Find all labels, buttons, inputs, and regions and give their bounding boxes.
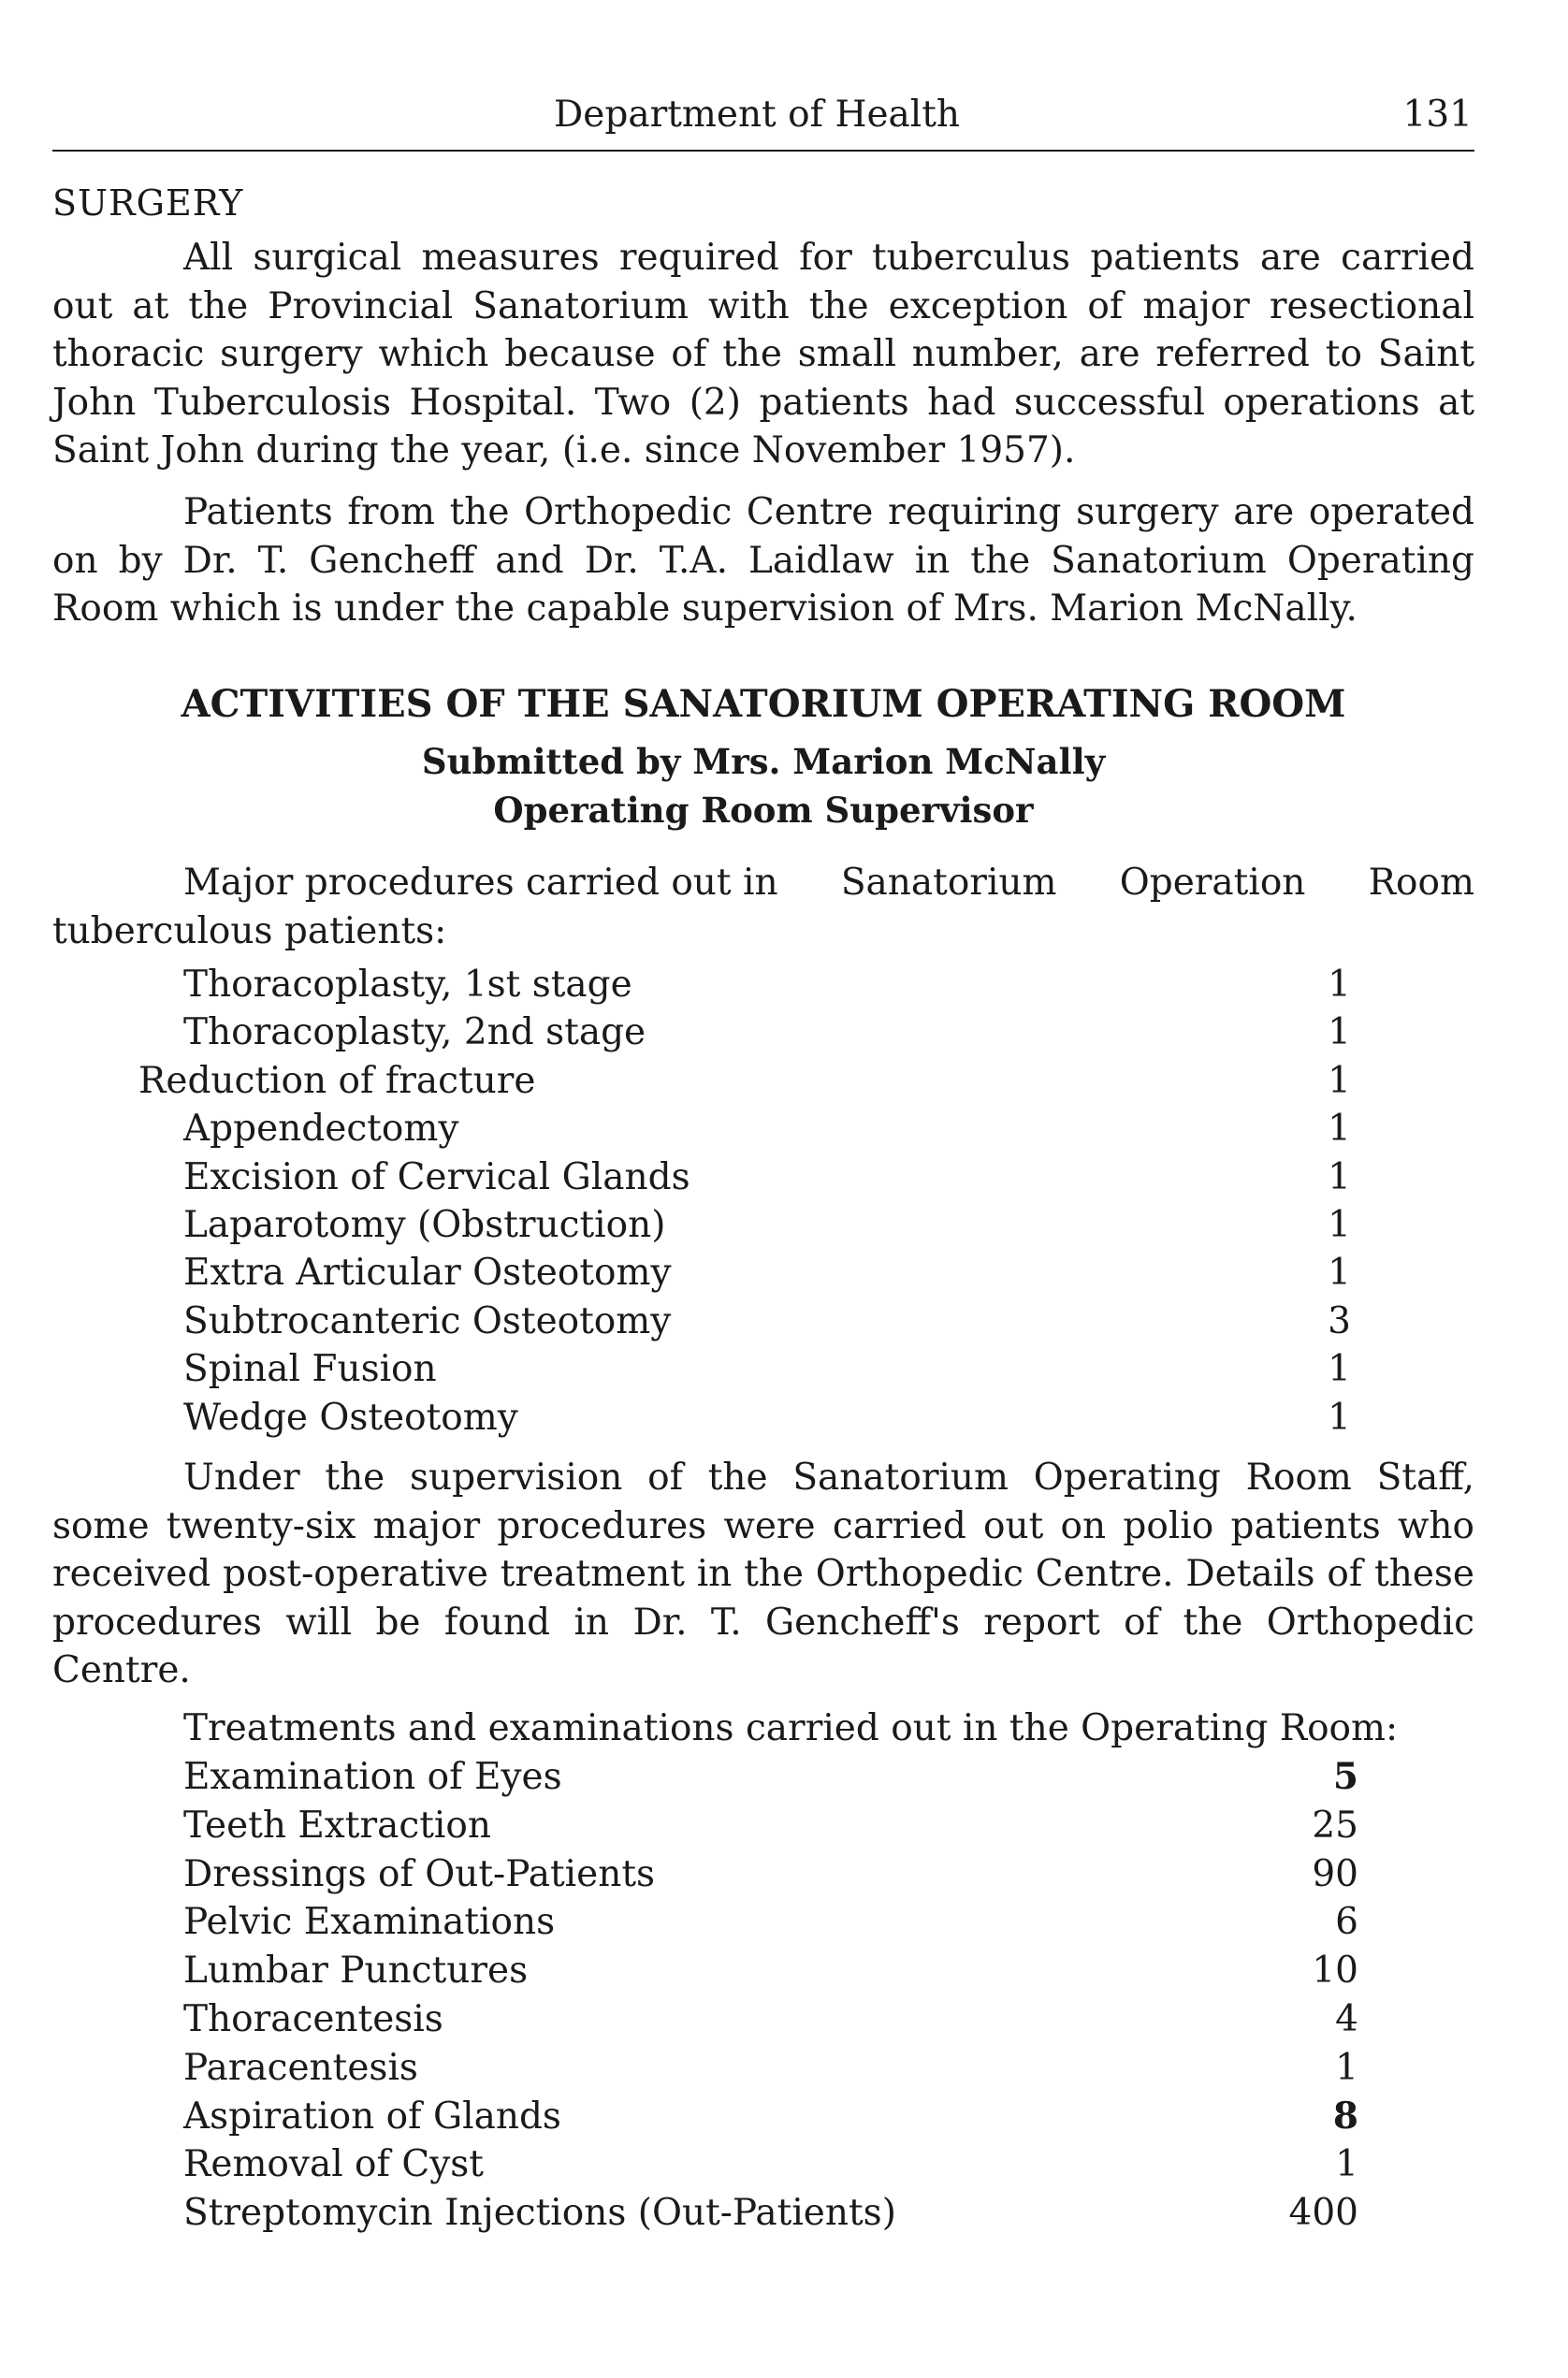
procedure-name: Thoracoplasty, 1st stage	[183, 964, 632, 1006]
list-item	[0, 1008, 1568, 1056]
list-item	[0, 961, 1568, 1008]
procedure-name: Thoracoplasty, 2nd stage	[183, 1011, 646, 1054]
list-item	[0, 1995, 1568, 2044]
list-item	[0, 1947, 1568, 1995]
procedure-name: Appendectomy	[183, 1108, 459, 1151]
treatment-name: Dressings of Out-Patients	[183, 1852, 656, 1895]
procedure-count: 1	[1328, 964, 1351, 1006]
running-head	[52, 92, 1495, 144]
intro-word: Operation	[1119, 862, 1306, 904]
intro-word: Room	[1368, 862, 1474, 904]
treatment-count: 6	[1335, 1901, 1358, 1944]
list-item	[0, 2189, 1568, 2238]
procedure-count: 1	[1328, 1396, 1351, 1439]
intro-word: Major procedures carried out in	[183, 862, 778, 904]
procedure-count: 1	[1328, 1011, 1351, 1054]
section-heading-surgery: SURGERY	[52, 182, 244, 224]
treatment-count: 5	[1332, 1755, 1358, 1798]
list-item	[0, 1394, 1568, 1442]
procedures-list	[0, 961, 1568, 1442]
treatment-name: Paracentesis	[183, 2046, 418, 2089]
list-item	[0, 1753, 1568, 1802]
treatment-count: 25	[1312, 1804, 1358, 1847]
surgery-paragraph-1: All surgical measures required for tuberculus patients are carried out at the Provincial Sanatorium with the exception of major resectional thoracic surgery which because of the small number, are referred to Saint John Tuberculosis Hospital. Two (2) patients had successful operations at Saint John during the year, (i.e. since November 1957).	[52, 237, 1474, 471]
running-title: Department of Health	[554, 94, 961, 136]
treatments-intro: Treatments and examinations carried out in the Operating Room:	[183, 1707, 1399, 1749]
treatment-count: 90	[1312, 1852, 1358, 1895]
page-number: 131	[1402, 94, 1473, 136]
intro-word: Sanatorium	[840, 862, 1057, 904]
list-item	[0, 1298, 1568, 1345]
procedure-count: 1	[1328, 1108, 1351, 1151]
treatment-count: 1	[1335, 2143, 1358, 2186]
list-item	[0, 1898, 1568, 1947]
treatment-name: Removal of Cyst	[183, 2143, 484, 2186]
treatment-name: Examination of Eyes	[183, 1756, 562, 1798]
procedure-count: 1	[1328, 1155, 1351, 1198]
treatment-count: 1	[1335, 2046, 1358, 2089]
surgery-paragraph-2: Patients from the Orthopedic Centre requiring surgery are operated on by Dr. T. Gencheff and Dr. T.A. Laidlaw in the Sanatorium Operating Room which is under the capable supervision of Mrs. Marion McNally.	[52, 491, 1474, 630]
procedure-count: 1	[1328, 1203, 1351, 1246]
procedure-name: Extra Articular Osteotomy	[183, 1252, 672, 1295]
procedure-name: Laparotomy (Obstruction)	[183, 1203, 666, 1246]
list-item	[0, 2140, 1568, 2189]
treatment-count: 10	[1312, 1950, 1358, 1993]
submitted-by: Submitted by Mrs. Marion McNally	[421, 741, 1106, 782]
treatment-name: Aspiration of Glands	[183, 2095, 561, 2138]
procedures-intro-line	[52, 859, 1474, 907]
treatment-count: 400	[1288, 2192, 1358, 2235]
treatment-count: 4	[1335, 1997, 1358, 2040]
procedures-intro	[52, 859, 1474, 955]
procedure-count: 1	[1328, 1252, 1351, 1295]
list-item	[0, 1802, 1568, 1850]
list-item	[0, 1850, 1568, 1899]
procedures-intro-continuation: tuberculous patients:	[52, 909, 447, 952]
treatment-name: Teeth Extraction	[183, 1804, 491, 1847]
procedure-name: Spinal Fusion	[183, 1348, 437, 1391]
activities-title: ACTIVITIES OF THE SANATORIUM OPERATING ROOM	[181, 682, 1346, 726]
supervisor-role: Operating Room Supervisor	[493, 790, 1034, 831]
list-item	[0, 1345, 1568, 1393]
treatment-count: 8	[1332, 2094, 1358, 2138]
list-item	[0, 1105, 1568, 1153]
treatment-name: Thoracentesis	[183, 1997, 443, 2040]
treatments-list	[0, 1753, 1568, 2238]
list-item	[0, 2093, 1568, 2141]
procedure-count: 1	[1328, 1348, 1351, 1391]
list-item	[0, 1201, 1568, 1249]
list-item	[0, 2044, 1568, 2093]
treatment-name: Pelvic Examinations	[183, 1901, 556, 1944]
list-item	[0, 1057, 1568, 1105]
procedure-name: Subtrocanteric Osteotomy	[183, 1299, 672, 1342]
procedure-count: 1	[1328, 1059, 1351, 1102]
list-item	[0, 1249, 1568, 1297]
procedure-name: Reduction of fracture	[138, 1059, 536, 1102]
header-rule	[52, 150, 1474, 152]
polio-paragraph: Under the supervision of the Sanatorium Operating Room Staff, some twenty-six major procedures were carried out on polio patients who received post-operative treatment in the Orthopedic Centre. Details of these procedures will be found in Dr. T. Gencheff's report of the Orthopedic Centre.	[52, 1457, 1474, 1691]
list-item	[0, 1153, 1568, 1201]
treatment-name: Streptomycin Injections (Out-Patients)	[183, 2192, 896, 2235]
procedure-name: Excision of Cervical Glands	[183, 1155, 690, 1198]
procedure-name: Wedge Osteotomy	[183, 1396, 518, 1439]
procedure-count: 3	[1328, 1299, 1351, 1342]
treatment-name: Lumbar Punctures	[183, 1950, 529, 1993]
